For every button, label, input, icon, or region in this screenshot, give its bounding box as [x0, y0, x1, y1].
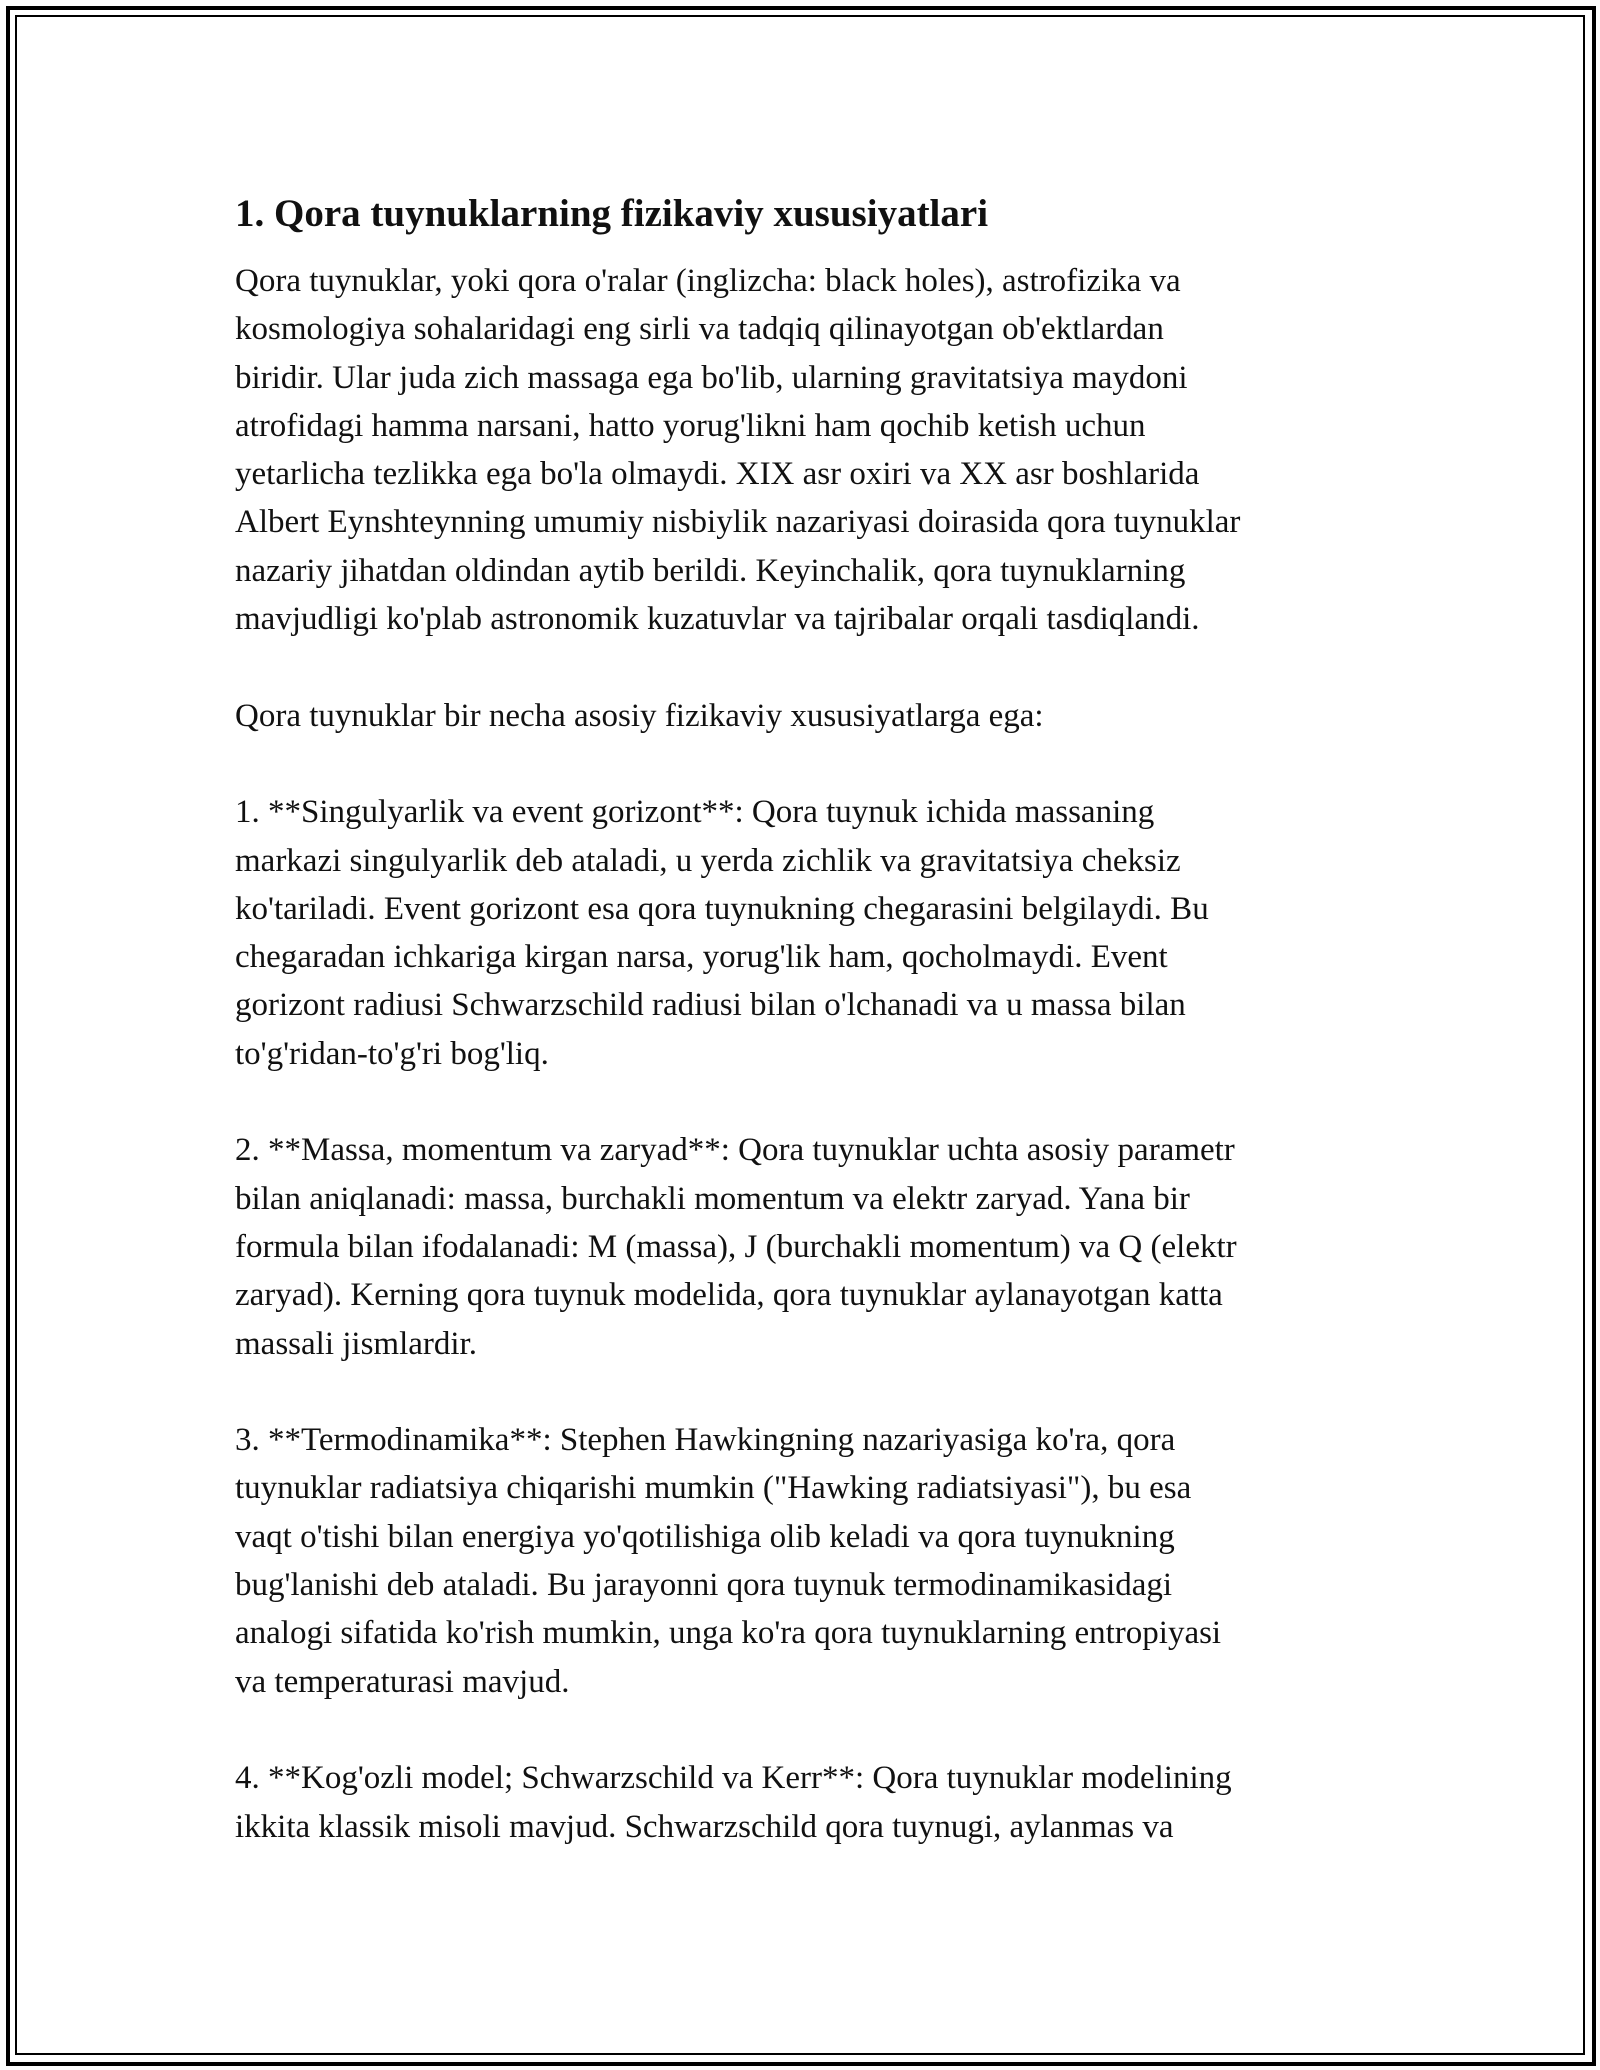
- document-body: [235, 186, 1375, 1851]
- paragraph-properties-lead: Qora tuynuklar bir necha asosiy fizikaviy xususiyatlarga ega:: [235, 697, 1044, 734]
- list-item-models: 4. **Kog'ozli model; Schwarzschild va Kerr**: Qora tuynuklar modelining ikkita klassik misoli mavjud. Schwarzschild qora tuynugi, aylanmas va: [235, 1760, 1232, 1845]
- list-item-thermodynamics: 3. **Termodinamika**: Stephen Hawkingning nazariyasiga ko'ra, qora tuynuklar radiatsiya chiqarishi mumkin ("Hawking radiatsiyasi"), bu esa vaqt o'tishi bilan energiya yo'qotilishiga olib keladi va qora tuynukning bug'lanishi deb ataladi. Bu jarayonni qora tuynuk termodinamikasidagi analogi sifatida ko'rish mumkin, unga ko'ra qora tuynuklarning entropiyasi va temperaturasi mavjud.: [235, 1422, 1222, 1700]
- list-item-singularity: 1. **Singulyarlik va event gorizont**: Qora tuynuk ichida massaning markazi singulyarlik deb ataladi, u yerda zichlik va gravitatsiya cheksiz ko'tariladi. Event gorizont esa qora tuynukning chegarasini belgilaydi. Bu chegaradan ichkariga kirgan narsa, yorug'lik ham, qocholmaydi. Event gorizont radiusi Schwarzschild radiusi bilan o'lchanadi va u massa bilan to'g'ridan-to'g'ri bog'liq.: [235, 794, 1209, 1072]
- section-heading: 1. Qora tuynuklarning fizikaviy xususiyatlari: [235, 192, 989, 235]
- list-item-mass-momentum-charge: 2. **Massa, momentum va zaryad**: Qora tuynuklar uchta asosiy parametr bilan aniqlanadi: massa, burchakli momentum va elektr zaryad. Yana bir formula bilan ifodalanadi: M (massa), J (burchakli momentum) va Q (elektr zaryad). Kerning qora tuynuk modelida, qora tuynuklar aylanayotgan katta massali jismlardir.: [235, 1132, 1237, 1362]
- paragraph-intro: Qora tuynuklar, yoki qora o'ralar (inglizcha: black holes), astrofizika va kosmologiya sohalaridagi eng sirli va tadqiq qilinayotgan ob'ektlardan biridir. Ular juda zich massaga ega bo'lib, ularning gravitatsiya maydoni atrofidagi hamma narsani, hatto yorug'likni ham qochib ketish uchun yetarlicha tezlikka ega bo'la olmaydi. XIX asr oxiri va XX asr boshlarida Albert Eynshteynning umumiy nisbiylik nazariyasi doirasida qora tuynuklar nazariy jihatdan oldindan aytib berildi. Keyinchalik, qora tuynuklarning mavjudligi ko'plab astronomik kuzatuvlar va tajribalar orqali tasdiqlandi.: [235, 263, 1241, 638]
